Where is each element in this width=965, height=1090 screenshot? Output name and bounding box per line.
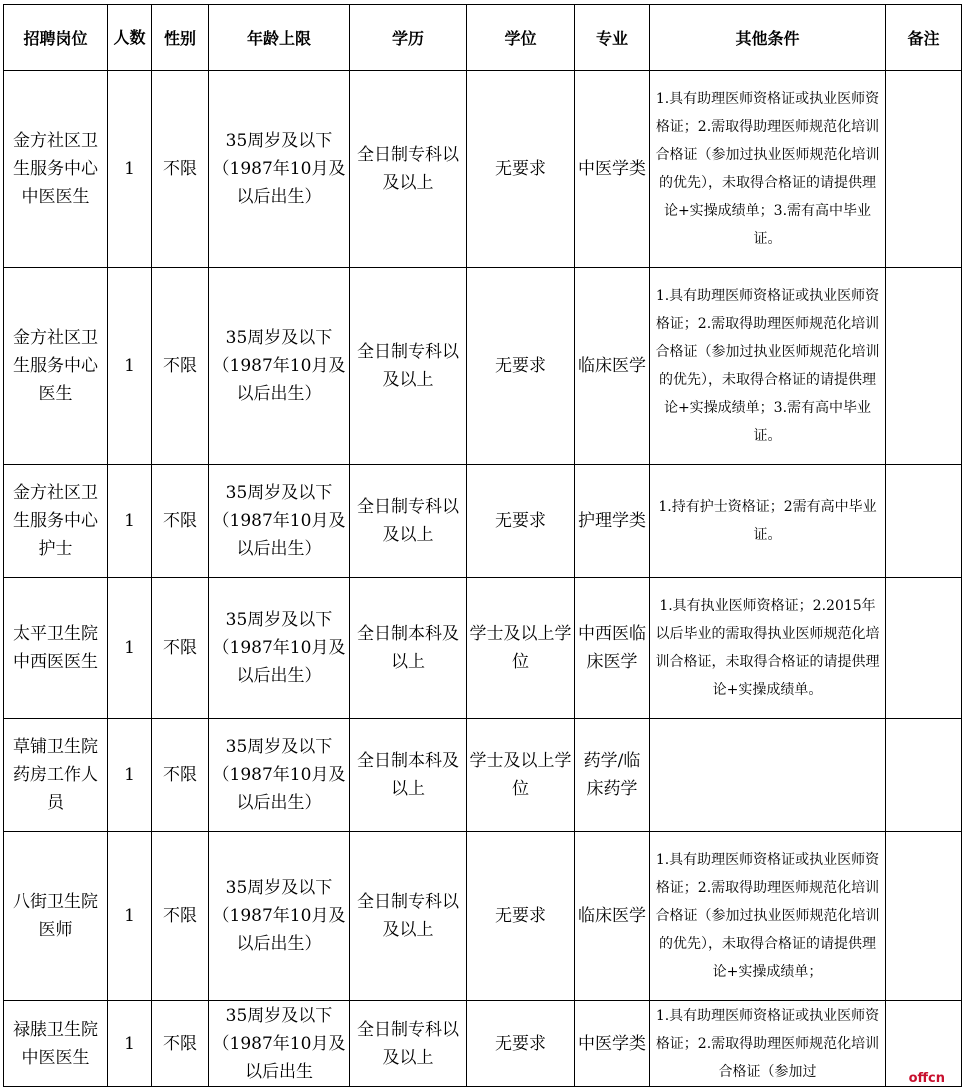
cell-note	[886, 71, 962, 268]
cell-count: 1	[108, 268, 152, 465]
cell-gender: 不限	[152, 71, 209, 268]
cell-degree: 无要求	[467, 832, 575, 1001]
cell-note	[886, 832, 962, 1001]
cell-note	[886, 719, 962, 832]
cell-conditions: 1.持有护士资格证；2需有高中毕业证。	[650, 465, 886, 578]
cell-major: 药学/临床药学	[575, 719, 650, 832]
cell-age: 35周岁及以下（1987年10月及以后出生）	[209, 832, 350, 1001]
cell-count: 1	[108, 465, 152, 578]
cell-education: 全日制专科以及以上	[350, 465, 467, 578]
cell-degree: 学士及以上学位	[467, 578, 575, 719]
table-row	[4, 71, 962, 268]
cell-conditions: 1.具有助理医师资格证或执业医师资格证；2.需取得助理医师规范化培训合格证（参加过执业医师规范化培训的优先），未取得合格证的请提供理论+实操成绩单；3.需有高中毕业证。	[650, 71, 886, 268]
header-gender: 性别	[152, 5, 209, 71]
cell-degree: 无要求	[467, 71, 575, 268]
cell-conditions: 1.具有助理医师资格证或执业医师资格证；2.需取得助理医师规范化培训合格证（参加过执业医师规范化培训的优先），未取得合格证的请提供理论+实操成绩单；3.需有高中毕业证。	[650, 268, 886, 465]
cell-gender: 不限	[152, 1001, 209, 1087]
cell-major: 中西医临床医学	[575, 578, 650, 719]
cell-post: 金方社区卫生服务中心医生	[4, 268, 108, 465]
cell-age: 35周岁及以下（1987年10月及以后出生）	[209, 71, 350, 268]
cell-conditions	[650, 719, 886, 832]
header-education: 学历	[350, 5, 467, 71]
header-age: 年龄上限	[209, 5, 350, 71]
cell-gender: 不限	[152, 268, 209, 465]
cell-post: 禄脿卫生院中医医生	[4, 1001, 108, 1087]
cell-post: 金方社区卫生服务中心中医医生	[4, 71, 108, 268]
cell-major: 中医学类	[575, 1001, 650, 1087]
cell-education: 全日制专科以及以上	[350, 832, 467, 1001]
header-row	[4, 5, 962, 71]
cell-gender: 不限	[152, 465, 209, 578]
cell-count: 1	[108, 1001, 152, 1087]
recruitment-table	[3, 4, 962, 1087]
table-row	[4, 578, 962, 719]
header-post: 招聘岗位	[4, 5, 108, 71]
table-row	[4, 1001, 962, 1087]
watermark-logo: offcn	[908, 1071, 945, 1086]
table-row	[4, 719, 962, 832]
cell-education: 全日制专科以及以上	[350, 71, 467, 268]
cell-count: 1	[108, 71, 152, 268]
header-note: 备注	[886, 5, 962, 71]
cell-age: 35周岁及以下（1987年10月及以后出生）	[209, 268, 350, 465]
cell-count: 1	[108, 578, 152, 719]
cell-conditions: 1.具有助理医师资格证或执业医师资格证；2.需取得助理医师规范化培训合格证（参加过	[650, 1001, 886, 1087]
cell-gender: 不限	[152, 578, 209, 719]
cell-post: 太平卫生院中西医医生	[4, 578, 108, 719]
cell-post: 草铺卫生院药房工作人员	[4, 719, 108, 832]
cell-post: 八街卫生院医师	[4, 832, 108, 1001]
cell-age: 35周岁及以下（1987年10月及以后出生）	[209, 578, 350, 719]
header-degree: 学位	[467, 5, 575, 71]
cell-degree: 无要求	[467, 465, 575, 578]
cell-major: 护理学类	[575, 465, 650, 578]
cell-education: 全日制本科及以上	[350, 719, 467, 832]
cell-conditions: 1.具有执业医师资格证；2.2015年以后毕业的需取得执业医师规范化培训合格证，未取得合格证的请提供理论+实操成绩单。	[650, 578, 886, 719]
table-row	[4, 268, 962, 465]
cell-count: 1	[108, 832, 152, 1001]
cell-degree: 学士及以上学位	[467, 719, 575, 832]
cell-degree: 无要求	[467, 268, 575, 465]
cell-count: 1	[108, 719, 152, 832]
cell-major: 中医学类	[575, 71, 650, 268]
cell-age: 35周岁及以下（1987年10月及以后出生）	[209, 465, 350, 578]
header-count: 人数	[108, 5, 152, 71]
header-major: 专业	[575, 5, 650, 71]
cell-age: 35周岁及以下（1987年10月及以后出生	[209, 1001, 350, 1087]
cell-education: 全日制专科以及以上	[350, 268, 467, 465]
cell-gender: 不限	[152, 719, 209, 832]
cell-age: 35周岁及以下（1987年10月及以后出生）	[209, 719, 350, 832]
table-row	[4, 832, 962, 1001]
cell-major: 临床医学	[575, 268, 650, 465]
cell-degree: 无要求	[467, 1001, 575, 1087]
cell-note	[886, 465, 962, 578]
cell-post: 金方社区卫生服务中心护士	[4, 465, 108, 578]
cell-education: 全日制本科及以上	[350, 578, 467, 719]
cell-education: 全日制专科以及以上	[350, 1001, 467, 1087]
cell-note	[886, 578, 962, 719]
cell-note	[886, 268, 962, 465]
table-row	[4, 465, 962, 578]
header-conditions: 其他条件	[650, 5, 886, 71]
cell-gender: 不限	[152, 832, 209, 1001]
cell-major: 临床医学	[575, 832, 650, 1001]
cell-conditions: 1.具有助理医师资格证或执业医师资格证；2.需取得助理医师规范化培训合格证（参加过执业医师规范化培训的优先），未取得合格证的请提供理论+实操成绩单；	[650, 832, 886, 1001]
